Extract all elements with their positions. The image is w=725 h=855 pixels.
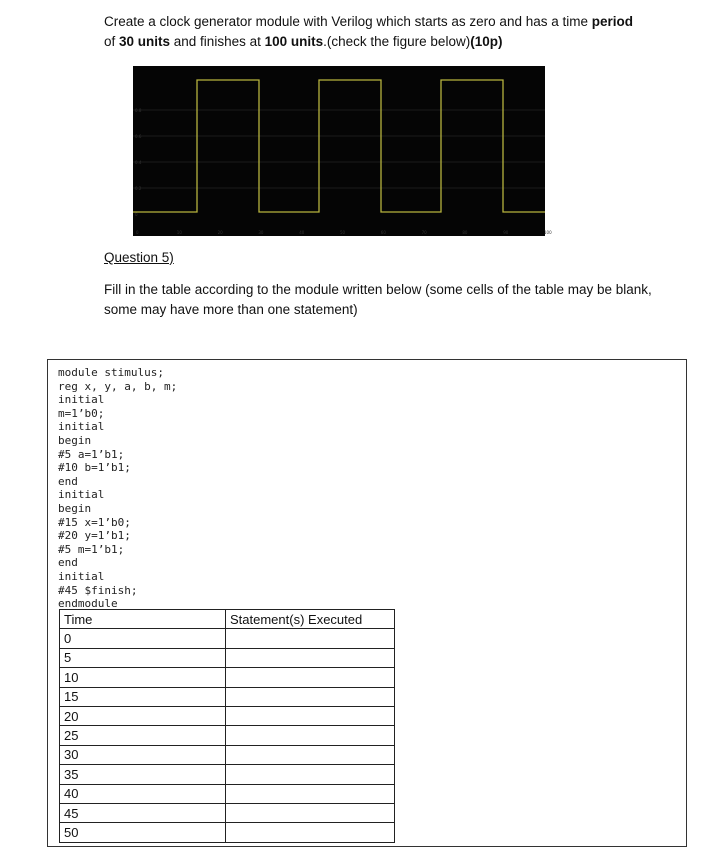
statement-cell[interactable] [226,726,395,745]
prompt-points: (10p) [470,34,503,49]
code-line: initial [58,488,105,502]
x-tick-label: 10 [176,230,182,235]
time-cell: 0 [60,629,226,648]
code-line: m=1’b0; [58,406,105,420]
time-cell: 40 [60,784,226,803]
x-tick-label: 80 [462,230,468,235]
code-line: begin [58,501,92,515]
time-cell: 25 [60,726,226,745]
y-tick-label: 0.4 [135,160,142,165]
code-line: endmodule [58,597,118,611]
clock-waveform-svg [133,66,552,236]
code-line: begin [58,433,92,447]
prompt-text: .(check the figure below) [323,34,471,49]
statement-cell[interactable] [226,765,395,784]
verilog-code-block [58,366,177,611]
time-cell: 30 [60,745,226,764]
x-tick-label: 30 [258,230,264,235]
statement-cell[interactable] [226,629,395,648]
statement-cell[interactable] [226,745,395,764]
code-line: initial [58,569,105,583]
table-row [60,726,395,745]
time-cell: 20 [60,706,226,725]
y-tick-label: 0.2 [135,186,142,191]
code-line: #45 $finish; [58,583,138,597]
clock-waveform-figure [133,66,552,236]
code-line: #5 a=1’b1; [58,447,125,461]
statement-cell[interactable] [226,823,395,842]
code-line: initial [58,393,105,407]
statement-cell[interactable] [226,668,395,687]
prompt-bold: 100 units [264,34,324,49]
table-row [60,668,395,687]
statement-cell[interactable] [226,706,395,725]
time-cell: 10 [60,668,226,687]
prompt-bold: period [591,14,634,29]
header-statements: Statement(s) Executed [226,610,395,629]
code-line: #10 b=1’b1; [58,461,131,475]
code-line: #20 y=1’b1; [58,529,131,543]
table-row [60,803,395,822]
table-row [60,706,395,725]
code-line: initial [58,420,105,434]
y-tick-label: 0.8 [135,108,142,113]
prompt-text: of [104,34,120,49]
x-tick-label: 0 [136,230,139,235]
prompt-text: and finishes at [170,34,265,49]
time-cell: 50 [60,823,226,842]
code-line: reg x, y, a, b, m; [58,379,178,393]
time-cell: 35 [60,765,226,784]
statement-cell[interactable] [226,784,395,803]
table-row [60,687,395,706]
code-line: #15 x=1’b0; [58,515,131,529]
x-tick-label: 40 [299,230,305,235]
y-tick-label: 0.6 [135,134,142,139]
y-tick-label: 0 [135,212,138,217]
prompt-bold: 30 units [119,34,171,49]
table-row [60,629,395,648]
x-tick-label: 60 [380,230,386,235]
header-time: Time [60,610,226,629]
table-row [60,765,395,784]
x-tick-label: 90 [503,230,509,235]
statement-cell[interactable] [226,648,395,667]
table-row [60,745,395,764]
x-tick-label: 50 [340,230,346,235]
statement-cell[interactable] [226,803,395,822]
question-5-heading: Question 5) [104,250,174,265]
table-row [60,823,395,842]
prompt-text: Create a clock generator module with Verilog which starts as zero and has a time [104,14,592,29]
code-line: module stimulus; [58,366,164,379]
table-row [60,784,395,803]
table-row [60,648,395,667]
question-4-prompt [104,12,664,52]
time-cell: 45 [60,803,226,822]
time-cell: 15 [60,687,226,706]
code-line: #5 m=1’b1; [58,542,125,556]
table-header-row [60,610,395,629]
x-tick-label: 100 [544,230,552,235]
x-tick-label: 70 [421,230,427,235]
question-5-text: Fill in the table according to the module written below (some cells of the table may be blank, some may have more than one statement) [104,282,652,317]
statement-cell[interactable] [226,687,395,706]
clock-signal-trace [133,80,545,212]
code-line: end [58,556,78,570]
statement-table [59,609,395,843]
time-cell: 5 [60,648,226,667]
code-line: end [58,474,78,488]
x-tick-label: 20 [217,230,223,235]
